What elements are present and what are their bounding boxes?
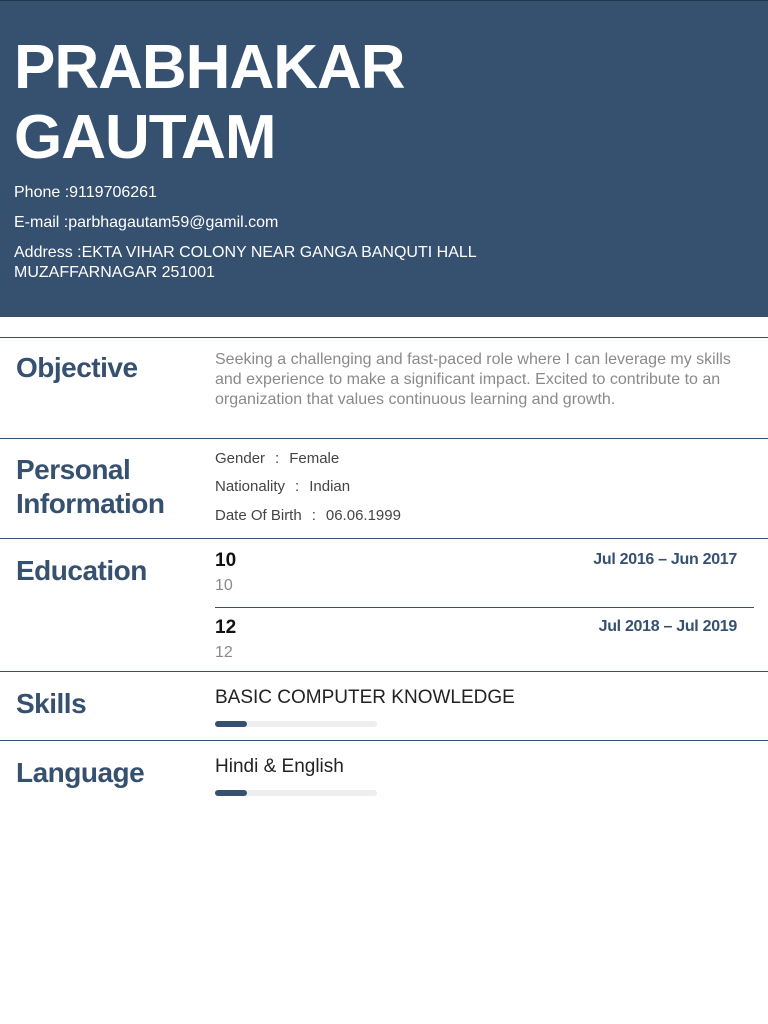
info-row-nationality [215, 477, 350, 497]
divider [0, 740, 768, 741]
phone-text: Phone :9119706261 [14, 184, 157, 201]
email-text: E-mail :parbhagautam59@gamil.com [14, 214, 279, 231]
address-text: Address :EKTA VIHAR COLONY NEAR GANGA BANQUTI HALL MUZAFFARNAGAR 251001 [14, 244, 477, 281]
info-value: Indian [309, 478, 351, 495]
header-banner [0, 0, 768, 317]
section-title-skills: Skills [16, 688, 87, 719]
education-subtitle: 10 [215, 577, 233, 594]
education-degree: 12 [215, 617, 237, 638]
divider [0, 438, 768, 439]
language-name: Hindi & English [215, 756, 344, 777]
education-entry-divider [215, 607, 754, 608]
info-row-date-of-birth [215, 506, 401, 526]
name-line-1: PRABHAKAR [14, 33, 405, 102]
personal-title-line-2: Information [16, 488, 165, 519]
education-dates: Jul 2018 – Jul 2019 [598, 618, 737, 635]
info-value: 06.06.1999 [325, 507, 401, 524]
info-row-gender [215, 449, 339, 469]
education-subtitle: 12 [215, 644, 233, 661]
objective-text: Seeking a challenging and fast-paced role where I can leverage my skills and experience to make a significant impact. Excited to contribute to an organization that values continuous learning and growth. [215, 351, 731, 408]
name-line-2: GAUTAM [14, 103, 276, 172]
section-title-objective: Objective [16, 352, 138, 383]
info-label: Date Of Birth [215, 507, 302, 524]
section-title-education: Education [16, 555, 147, 586]
info-value: Female [289, 450, 340, 467]
education-dates: Jul 2016 – Jun 2017 [593, 551, 737, 568]
divider [0, 538, 768, 539]
skill-level-bar [215, 721, 377, 727]
section-title-personal-information [16, 453, 165, 521]
info-separator: : [295, 478, 300, 495]
skill-name: BASIC COMPUTER KNOWLEDGE [215, 687, 515, 708]
language-level-fill [215, 790, 247, 796]
education-degree: 10 [215, 550, 237, 571]
personal-title-line-1: Personal [16, 454, 131, 485]
language-level-bar [215, 790, 377, 796]
skill-level-fill [215, 721, 247, 727]
section-title-language: Language [16, 757, 145, 788]
info-label: Gender [215, 450, 266, 467]
info-separator: : [311, 507, 316, 524]
divider [0, 671, 768, 672]
info-label: Nationality [215, 478, 286, 495]
divider [0, 337, 768, 338]
info-separator: : [275, 450, 280, 467]
candidate-name [14, 33, 405, 173]
